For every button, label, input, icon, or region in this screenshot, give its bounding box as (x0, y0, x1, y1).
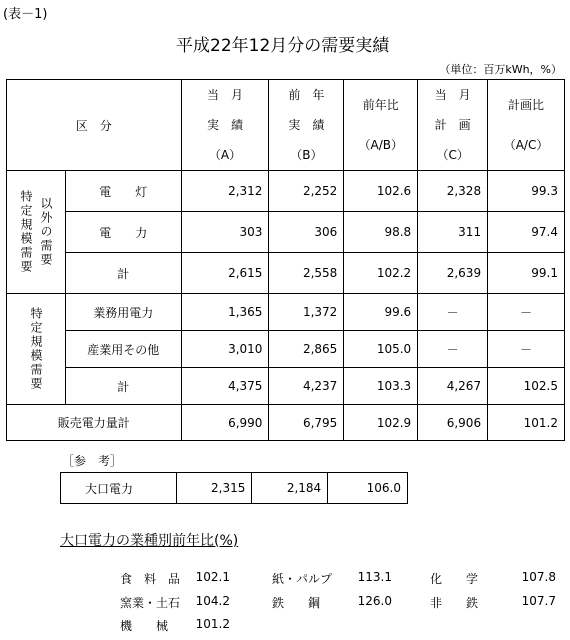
industry-name: 食 料 品 (120, 572, 181, 586)
cell-c: － (418, 294, 488, 331)
reference-table (60, 472, 408, 504)
cell-a: 303 (181, 212, 269, 253)
cell-b: 6,795 (269, 405, 344, 441)
cell-ab: 99.6 (344, 294, 418, 331)
col-ac-header: 計画比 （A/C） (488, 80, 565, 171)
total-label: 販売電力量計 (7, 405, 182, 441)
page-title: 平成22年12月分の需要実績 (176, 36, 390, 56)
table-number-label: (表－1) (3, 7, 48, 22)
row-name: 計 (65, 368, 181, 405)
industry-name: 鉄 鋼 (272, 596, 321, 610)
col-a-header: 当 月 実 績 （A） (181, 80, 269, 171)
industry-name: 機 械 (120, 619, 169, 633)
unit-label: （単位：百万kWh，%） (439, 63, 562, 76)
col-c-header: 当 月 計 画 （C） (418, 80, 488, 171)
cell-c: 4,267 (418, 368, 488, 405)
col-b-header: 前 年 実 績 （B） (269, 80, 344, 171)
cell-ab: 98.8 (344, 212, 418, 253)
cell-a: 3,010 (181, 331, 269, 368)
cell-ac: － (488, 331, 565, 368)
table-row (7, 212, 565, 253)
cell-ab: 102.2 (344, 253, 418, 294)
cell-ac: 99.1 (488, 253, 565, 294)
reference-label: ［参 考］ (62, 454, 123, 468)
industry-value: 107.8 (521, 570, 556, 584)
industry-name: 化 学 (430, 572, 479, 586)
cell-ac: － (488, 294, 565, 331)
cell-a: 1,365 (181, 294, 269, 331)
table-row (7, 368, 565, 405)
industry-value: 126.0 (357, 594, 392, 608)
reference-ab: 106.0 (328, 473, 408, 504)
reference-b: 2,184 (252, 473, 328, 504)
table-row (7, 253, 565, 294)
industry-name: 紙・パルプ (272, 572, 333, 586)
cell-b: 2,252 (269, 171, 344, 212)
cell-ac: 102.5 (488, 368, 565, 405)
cell-b: 306 (269, 212, 344, 253)
cell-b: 2,558 (269, 253, 344, 294)
total-row (7, 405, 565, 441)
cell-b: 1,372 (269, 294, 344, 331)
kubun-header: 区 分 (7, 80, 182, 171)
cell-b: 4,237 (269, 368, 344, 405)
cell-a: 4,375 (181, 368, 269, 405)
row-name: 業務用電力 (65, 294, 181, 331)
table-row (7, 294, 565, 331)
industry-value: 107.7 (521, 594, 556, 608)
cell-b: 2,865 (269, 331, 344, 368)
cell-a: 6,990 (181, 405, 269, 441)
row-name: 電 力 (65, 212, 181, 253)
reference-name: 大口電力 (61, 473, 177, 504)
row-name: 計 (65, 253, 181, 294)
row-name: 電 灯 (65, 171, 181, 212)
group2-label: 特定規模需要 (7, 294, 66, 405)
cell-ab: 102.6 (344, 171, 418, 212)
table-row (7, 331, 565, 368)
industry-title: 大口電力の業種別前年比(%) (60, 533, 239, 549)
cell-c: 2,328 (418, 171, 488, 212)
table-row (7, 171, 565, 212)
cell-ab: 103.3 (344, 368, 418, 405)
industry-value: 113.1 (357, 570, 392, 584)
cell-a: 2,312 (181, 171, 269, 212)
cell-ab: 102.9 (344, 405, 418, 441)
cell-c: 2,639 (418, 253, 488, 294)
table-header-row (7, 80, 565, 171)
industry-name: 非 鉄 (430, 596, 479, 610)
cell-c: 6,906 (418, 405, 488, 441)
reference-a: 2,315 (176, 473, 252, 504)
industry-value: 104.2 (195, 594, 230, 608)
cell-c: － (418, 331, 488, 368)
col-ab-header: 前年比 （A/B） (344, 80, 418, 171)
industry-name: 窯業・土石 (120, 596, 181, 610)
demand-table (6, 79, 565, 441)
cell-ac: 97.4 (488, 212, 565, 253)
cell-ac: 99.3 (488, 171, 565, 212)
industry-value: 101.2 (195, 617, 230, 631)
row-name: 産業用その他 (65, 331, 181, 368)
cell-a: 2,615 (181, 253, 269, 294)
reference-row (61, 473, 408, 504)
cell-c: 311 (418, 212, 488, 253)
industry-value: 102.1 (195, 570, 230, 584)
cell-ac: 101.2 (488, 405, 565, 441)
cell-ab: 105.0 (344, 331, 418, 368)
group1-label: 特定規模需要 以外の需要 (7, 171, 66, 294)
